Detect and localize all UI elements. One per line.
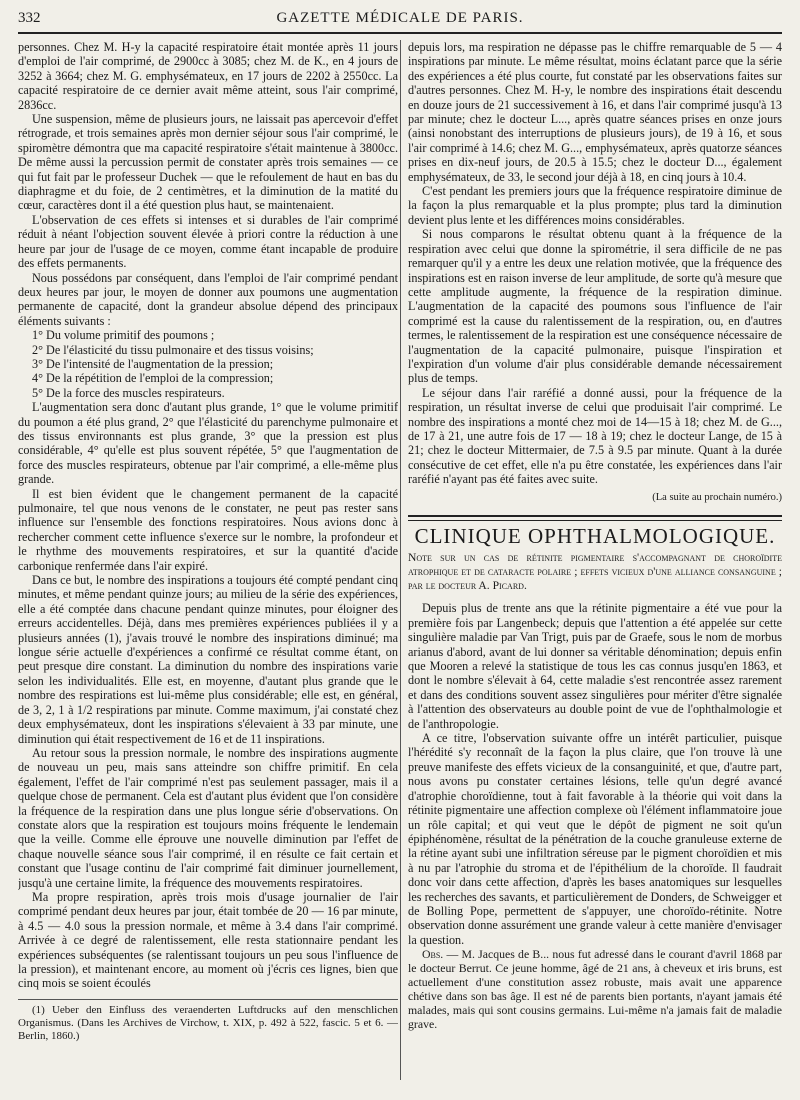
paragraph: C'est pendant les premiers jours que la fréquence respiratoire diminue de la façon la plus remarquable et la plus prompte; plus tard la diminution devient plus lente et les différences moins considérables. xyxy=(408,184,782,227)
observation-label: Obs. xyxy=(422,947,444,962)
paragraph: Nous possédons par conséquent, dans l'emploi de l'air comprimé pendant deux heures par jour, le moyen de donner aux poumons une augmentation permanente de capacité, dont la grandeur absolue dépend des principaux éléments suivants : xyxy=(18,270,398,328)
paragraph: L'observation de ces effets si intenses et si durables de l'air comprimé réduit à néant l'objection souvent élevée à priori contre la réduction à une heure par jour de l'usage de ce moyen, comme étant incapable de produire des effets permanents. xyxy=(18,212,398,271)
section-divider-thin xyxy=(408,520,782,521)
list-item: 5° De la force des muscles respirateurs. xyxy=(32,385,225,400)
list-item: 3° De l'intensité de l'augmentation de la pression; xyxy=(32,356,274,371)
factor-list xyxy=(18,328,398,400)
section-divider xyxy=(408,515,782,517)
list-item: 1° Du volume primitif des poumons ; xyxy=(32,328,215,343)
paragraph: Si nous comparons le résultat obtenu quant à la fréquence de la respiration avec celui que donne la spirométrie, il sera difficile de ne pas remarquer qu'il y a entre les deux une relation motivée, que la fréquence des inspirations est en raison inverse de leur amplitude, de sorte qu'à mesure que cette amplitude augmente, la fréquence de la respiration diminue. L'augmentation de la capacité des poumons sous l'influence de l'air comprimé est la cause du ralentissement de la respiration, ou, en d'autres termes, le ralentissement de la respiration est une conséquence nécessaire de l'augmentation de la capacité pulmonaire, puisque l'inspiration et l'expiration d'un volume d'air plus considérable demande nécessairement plus de temps. xyxy=(408,227,782,386)
footnote: (1) Ueber den Einfluss des veraenderten Luftdrucks auf den menschlichen Organismus. (Dans les Archives de Virchow, t. XIX, p. 492 à 522, fascic. 5 et 6. — Berlin, 1860.) xyxy=(18,1003,398,1042)
footnote-divider xyxy=(18,999,398,1000)
paragraph: A ce titre, l'observation suivante offre un intérêt particulier, puisque l'hérédité s'y reconnaît de la façon la plus claire, que l'on trouve là une preuve manifeste des effets vicieux de la consanguinité, et que, d'autre part, nous avons pu constater certaines lésions, telle qu'un degré avancé d'atrophie choroïdienne, tout à fait favorable à la théorie qui voit dans la rétinite pigmentaire une affection complexe où l'élément inflammatoire joue un rôle capital; et qui veut que le dépôt de pigment ne soit qu'un épiphénomène, résultat de la pénétration de la couche granuleuse externe de la rétine ayant subi une infiltration séreuse par le pigment choroïdien et mis à nu par l'atrophie du stroma et de l'épithélium de la choroïde. Il faudrait donc voir dans cette affection, d'après les bases anatomiques sur lesquelles les recherches des savants, et particulièrement de Donders, de Schweigger et de Bolling Pope, permettent de s'appuyer, une choroïdo-rétinite. Notre observation donne assurément une grande valeur à cette manière d'envisager la question. xyxy=(408,731,782,947)
paragraph: L'augmentation sera donc d'autant plus grande, 1° que le volume primitif du poumon a été plus grand, 2° que l'élasticité du parenchyme pulmonaire et des tissus environnants est plus grande, 3° que la pression est plus considérable, 4° qu'elle est plus souvent répétée, 5° que l'augmentation de force des muscles respirateurs, obtenue par l'air comprimé, a elle-même plus grande. xyxy=(18,400,398,487)
paragraph: personnes. Chez M. H-y la capacité respiratoire était montée après 11 jours d'emploi de l'air comprimé, de 2900cc à 3085; chez M. de K., en 4 jours de 3252 à 3664; chez M. G. emphysémateux, en 17 jours de 2202 à 2550cc. La capacité respiratoire de ce dernier avait même atteint, sous l'air comprimé, 2836cc. xyxy=(18,40,398,112)
paragraph: Ma propre respiration, après trois mois d'usage journalier de l'air comprimé pendant deux heures par jour, était tombée de 20 — 16 par minute, à 4.5 — 4.0 sous la pression normale, et même à 3.4 dans l'air comprimé. Arrivée à ce degré de ralentissement, elle resta stationnaire pendant les expériences subséquentes (se ralentissant toujours un peu sous l'influence de la pression), et maintenant encore, au moment où j'écris ces lignes, bien que cinq mois se soient écoulés xyxy=(18,889,398,991)
paragraph: Le séjour dans l'air raréfié a donné aussi, pour la fréquence de la respiration, un résultat inverse de celui que produisait l'air comprimé. Le nombre des inspirations a monté chez moi de 14—15 à 18; chez M. de G..., de 17 à 21, une autre fois de 17 — 18 à 19; chez le docteur Lange, de 15 à 21; chez le docteur Mittermaier, de 7.5 à 9.5 par minute. Quant à la durée consécutive de cet effet, elle n'a pu être constatée, les expériences dans l'air raréfié n'ayant pas été faites avec suite. xyxy=(408,385,782,487)
observation-text: — M. Jacques de B... nous fut adressé dans le courant d'avril 1868 par le docteur Berrut. Ce jeune homme, âgé de 21 ans, à cheveux et iris bruns, est actuellement d'une constitution assez robuste, mais avait une apparence chétive dans son bas âge. Il est né de parents bien portants, n'ayant jamais été malades, mais qui sont cousins germains. Lui-même n'a jamais fait de maladie grave. xyxy=(408,947,782,1032)
list-item: 2° De l'élasticité du tissu pulmonaire et des tissus voisins; xyxy=(32,342,314,357)
continued-note: (La suite au prochain numéro.) xyxy=(652,491,782,503)
journal-title: GAZETTE MÉDICALE DE PARIS. xyxy=(276,10,524,26)
column-divider xyxy=(400,40,401,1080)
paragraph: Une suspension, même de plusieurs jours, ne laissait pas apercevoir d'effet rétrograde, et trois semaines après mon dernier séjour sous l'air comprimé, le spiromètre démontra que ma capacité respiratoire s'était maintenue à 3800cc. De même aussi la percussion permit de constater après trois semaines — ce qui fut fait par le professeur Duchek — que le refoulement de haut en bas du diaphragme et du foie, de 2 centimètres, et la diminution de la matité du cœur, caractères dont il a été question plus haut, se maintenaient. xyxy=(18,112,398,213)
left-column xyxy=(18,40,398,1080)
paragraph: Dans ce but, le nombre des inspirations a toujours été compté pendant cinq minutes, et même pendant quinze jours; au milieu de la série des expériences, elle a été comptée dans chacune pendant quinze minutes, pour éloigner des erreurs accidentelles. Déjà, dans mes premières expériences publiées il y a plusieurs années (1), j'avais trouvé le nombre des inspirations diminué; ma longue série actuelle d'expériences a confirmé ce résultat comme étant, on peut presque dire constant. La diminution du nombre des inspirations varie selon les individualités. Elle est, en moyenne, d'autant plus grande que le nombre des respirations est lui-même plus considérable; elle est, en général, de 3, 2, 1 à 1/2 respirations par minute. Comme maximum, j'ai constaté chez deux emphysémateux, dont les inspirations s'élevaient à 33 par minute, une diminution qui était respectivement de 16 et de 11 inspirations. xyxy=(18,573,398,746)
paragraph: Depuis plus de trente ans que la rétinite pigmentaire a été vue pour la première fois par Langenbeck; depuis que l'attention a été appelée sur cette singulière maladie par Van Trigt, puis par de Graefe, sous le nom de morbus arianus d'abord, avant de lui donner sa véritable dénomination; depuis enfin que Mooren a relevé la statistique de tous les cas connus jusqu'en 1863, et dont le nombre s'élevait à 64, cette maladie s'est rencontrée assez rarement et dans des conditions souvent assez singulières pour mériter d'être signalée à l'attention des observateurs au double point de vue de l'ophthalmologie et de l'anthropologie. xyxy=(408,601,782,731)
article-title: Note sur un cas de rétinite pigmentaire s'accompagnant de choroïdite atrophique et de cataracte polaire ; effets vicieux d'une alliance consanguine ; par le docteur A. Picard. xyxy=(408,551,782,593)
paragraph: Il est bien évident que le changement permanent de la capacité pulmonaire, tel que nous venons de le constater, ne peut pas rester sans influence sur l'ensemble des fonctions respiratoires. Nous avions donc à rechercher comment cette influence s'exerce sur le nombre, la profondeur et le rhythme des mouvements respiratoires, et sur la quantité d'acide carbonique renfermée dans l'air expiré. xyxy=(18,486,398,573)
page-header xyxy=(18,6,782,34)
paragraph: depuis lors, ma respiration ne dépasse pas le chiffre remarquable de 5 — 4 inspirations par minute. Le même résultat, moins éclatant parce que la série des expériences a été plus courte, fut constaté par les observations faites sur d'autres personnes. Chez M. H-y, le nombre des inspirations était descendu en douze jours de 21 successivement à 16, et dans l'air comprimé jusqu'à 13 par minute; chez le docteur L..., après quatre séances prises en onze jours (ainsi nonobstant des interruptions de plusieurs jours), de 19 à 16, et sous l'air comprimé à 14.6; chez M. G..., emphysémateux, après quatorze séances prises en dix-neuf jours, de 20.5 à 15.5; chez le docteur D..., également emphysémateux, de 33, le second jour déjà à 18, en cinq jours à 10.4. xyxy=(408,40,782,184)
page-number: 332 xyxy=(18,10,41,26)
paragraph: Au retour sous la pression normale, le nombre des inspirations augmente de nouveau un peu, mais sans atteindre son chiffre primitif. En cela également, l'effet de l'air comprimé n'est pas seulement passager, mais il a quelque chose de permanent. Cela est d'autant plus évident que l'on considère la fréquence de la respiration dans une plus longue série d'observations. On constate alors que la respiration est toujours moins fréquente le lendemain que la veille. Comme elle éprouve une nouvelle diminution par l'effet de chaque nouvelle séance sous l'air comprimé, il en résulte ce fait certain et constant que l'usage continu de l'air comprimé fait diminuer journellement, jusqu'à une certaine limite, la fréquence des mouvements respiratoires. xyxy=(18,745,398,890)
observation xyxy=(408,947,782,1031)
list-item: 4° De la répétition de l'emploi de la compression; xyxy=(32,371,274,386)
section-title: CLINIQUE OPHTHALMOLOGIQUE. xyxy=(414,524,776,548)
right-column xyxy=(408,40,782,1080)
